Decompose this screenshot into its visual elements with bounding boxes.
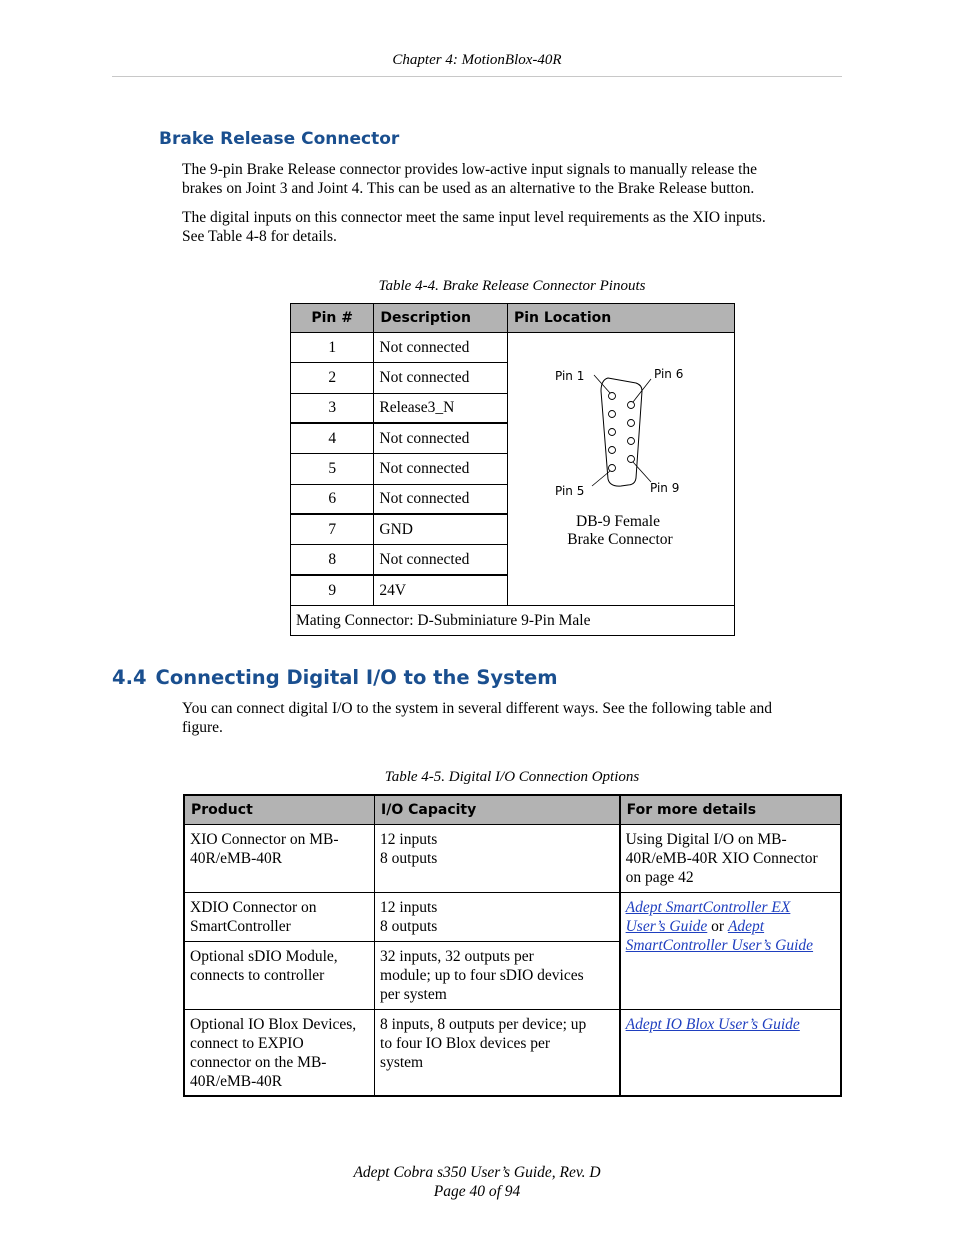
table-row — [184, 1009, 841, 1096]
smartcontroller-ex-guide-link-cont[interactable]: User’s Guide — [625, 917, 708, 935]
header-rule — [112, 76, 842, 77]
pin-description: Not connected — [374, 484, 508, 514]
pin-location-diagram — [507, 333, 734, 606]
header-more-details: For more details — [620, 795, 841, 824]
capacity-cell: 12 inputs 8 outputs — [375, 824, 620, 892]
pin-number: 5 — [291, 454, 374, 484]
pin1-label: Pin 1 — [554, 369, 585, 383]
pin9-label: Pin 9 — [649, 481, 680, 495]
pin-number: 6 — [291, 484, 374, 514]
header-description: Description — [374, 304, 508, 333]
footer-title: Adept Cobra s350 User’s Guide, Rev. D — [353, 1164, 601, 1181]
connector-label-1: DB-9 Female — [576, 513, 660, 530]
pin-description: Not connected — [374, 333, 508, 363]
table-header-row — [184, 795, 841, 824]
product-cell: XIO Connector on MB- 40R/eMB-40R — [184, 824, 375, 892]
connector-label-2: Brake Connector — [567, 531, 673, 548]
pin-number: 8 — [291, 545, 374, 575]
pin-description: Not connected — [374, 363, 508, 393]
brake-release-heading: Brake Release Connector — [159, 129, 400, 149]
details-cell — [620, 1009, 841, 1096]
details-cell — [620, 892, 841, 1009]
footer-page-number: Page 40 of 94 — [433, 1183, 521, 1200]
digital-io-table — [183, 794, 842, 1097]
header-product: Product — [184, 795, 375, 824]
pin-number: 7 — [291, 514, 374, 544]
brake-release-paragraph-2: The digital inputs on this connector meet the same input level requirements as the XIO inputs. See Table 4-8 for details. — [182, 209, 766, 245]
smartcontroller-guide-link-cont[interactable]: SmartController User’s Guide — [625, 936, 814, 954]
table-row — [184, 824, 841, 892]
pin6-label: Pin 6 — [653, 367, 684, 381]
pin-number: 3 — [291, 393, 374, 423]
smartcontroller-guide-link[interactable]: Adept — [727, 917, 765, 935]
header-io-capacity: I/O Capacity — [375, 795, 620, 824]
or-text: or — [707, 917, 728, 935]
running-header: Chapter 4: MotionBlox-40R — [392, 52, 562, 68]
pin-number: 9 — [291, 575, 374, 605]
capacity-cell: 8 inputs, 8 outputs per device; up to four IO Blox devices per system — [375, 1009, 620, 1096]
brake-release-paragraph-1: The 9-pin Brake Release connector provides low-active input signals to manually release the brakes on Joint 3 and Joint 4. This can be used as an alternative to the Brake Release button. — [182, 161, 758, 197]
db9-connector-icon — [508, 333, 733, 605]
table-4-5-caption: Table 4-5. Digital I/O Connection Options — [384, 769, 640, 785]
page-footer — [0, 1163, 954, 1201]
pin-description: GND — [374, 514, 508, 544]
pin-description: Release3_N — [374, 393, 508, 423]
product-cell: XDIO Connector on SmartController — [184, 892, 375, 941]
section-title: Connecting Digital I/O to the System — [155, 666, 558, 689]
section-number: 4.4 — [112, 666, 147, 689]
table-header-row — [291, 304, 735, 333]
smartcontroller-ex-guide-link[interactable]: Adept SmartController EX — [625, 898, 791, 916]
pin5-label: Pin 5 — [554, 484, 585, 498]
header-pin-location: Pin Location — [507, 304, 734, 333]
header-pin: Pin # — [291, 304, 374, 333]
mating-connector-row — [291, 606, 735, 636]
brake-pinout-table — [290, 303, 735, 636]
pin-number: 2 — [291, 363, 374, 393]
io-paragraph: You can connect digital I/O to the system in several different ways. See the following table and figure. — [182, 700, 773, 736]
section-4-4-heading — [112, 666, 558, 689]
capacity-cell: 32 inputs, 32 outputs per module; up to four sDIO devices per system — [375, 941, 620, 1009]
pin-number: 4 — [291, 423, 374, 453]
pin-description: Not connected — [374, 454, 508, 484]
details-cell: Using Digital I/O on MB- 40R/eMB-40R XIO Connector on page 42 — [620, 824, 841, 892]
product-cell: Optional IO Blox Devices, connect to EXPIO connector on the MB- 40R/eMB-40R — [184, 1009, 375, 1096]
pin-description: Not connected — [374, 423, 508, 453]
capacity-cell: 12 inputs 8 outputs — [375, 892, 620, 941]
io-blox-guide-link[interactable]: Adept IO Blox User’s Guide — [625, 1015, 800, 1033]
table-row — [184, 892, 841, 941]
pin-number: 1 — [291, 333, 374, 363]
pin-description: 24V — [374, 575, 508, 605]
mating-connector: Mating Connector: D-Subminiature 9-Pin Male — [291, 606, 735, 636]
table-4-4-caption: Table 4-4. Brake Release Connector Pinouts — [378, 278, 646, 294]
table-row — [291, 333, 735, 363]
product-cell: Optional sDIO Module, connects to controller — [184, 941, 375, 1009]
pin-description: Not connected — [374, 545, 508, 575]
